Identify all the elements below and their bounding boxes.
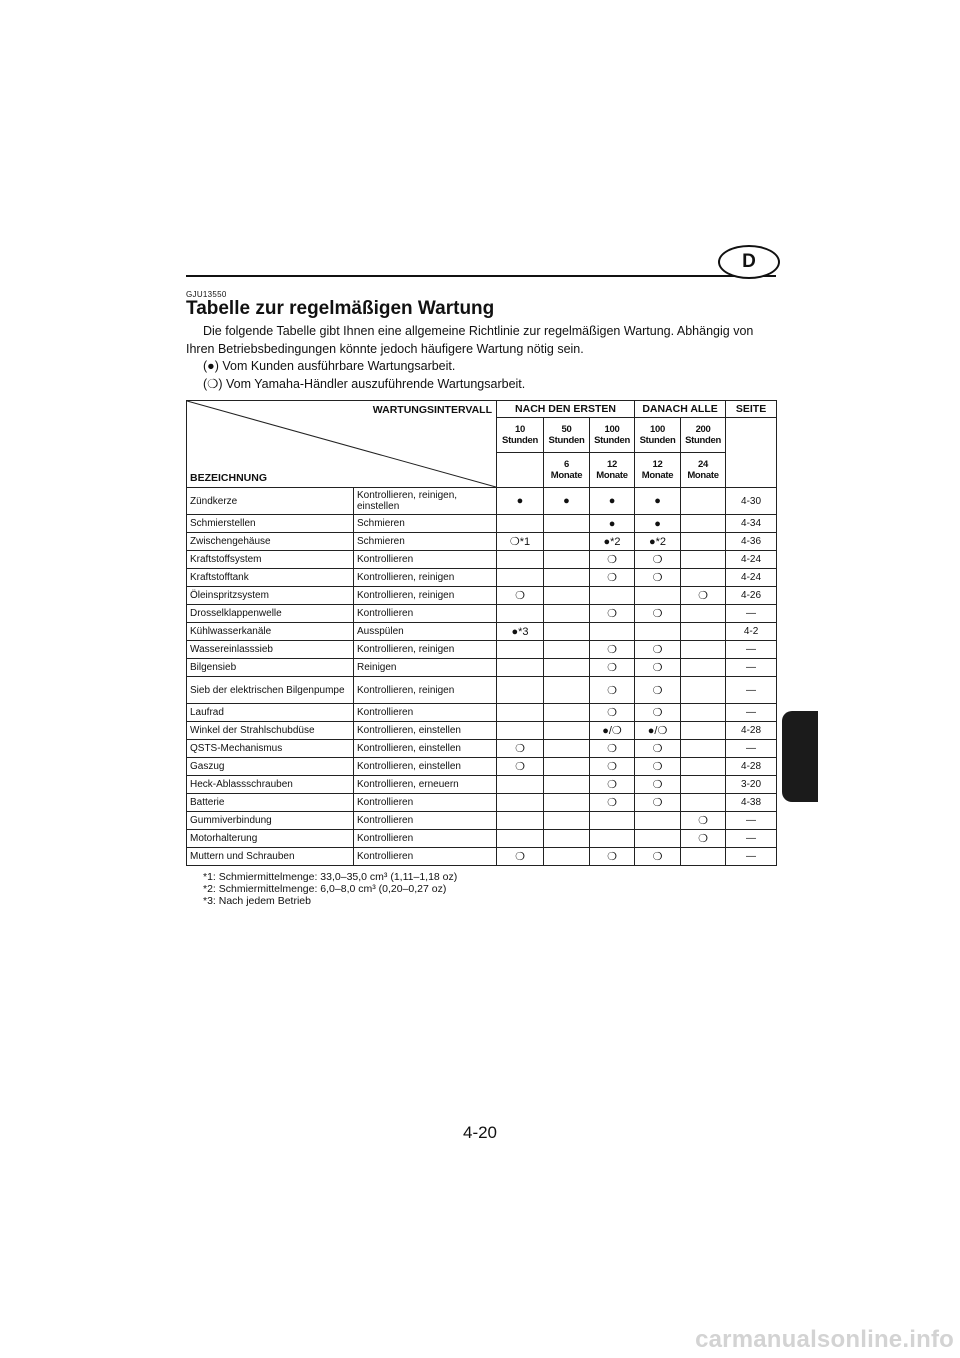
interval-mark bbox=[544, 533, 590, 551]
page-title: Tabelle zur regelmäßigen Wartung bbox=[186, 298, 495, 319]
table-row bbox=[187, 677, 777, 704]
months-cell: 12 Monate bbox=[635, 453, 681, 488]
page-ref: — bbox=[726, 812, 777, 830]
table-row bbox=[187, 758, 777, 776]
interval-mark bbox=[544, 794, 590, 812]
item-name: Kraftstoffsystem bbox=[187, 551, 354, 569]
page-number: 4-20 bbox=[462, 1123, 498, 1142]
item-action: Kontrollieren bbox=[354, 704, 497, 722]
interval-mark: ●/❍ bbox=[635, 722, 681, 740]
table-row bbox=[187, 704, 777, 722]
interval-mark bbox=[681, 704, 726, 722]
interval-mark bbox=[590, 587, 635, 605]
table-row bbox=[187, 848, 777, 866]
page-ref: — bbox=[726, 740, 777, 758]
item-name: Bilgensieb bbox=[187, 659, 354, 677]
interval-mark bbox=[544, 812, 590, 830]
interval-mark: ● bbox=[590, 515, 635, 533]
item-action: Kontrollieren, reinigen bbox=[354, 677, 497, 704]
interval-mark: ❍ bbox=[590, 605, 635, 623]
then-heading: DANACH ALLE bbox=[635, 401, 726, 418]
footnotes bbox=[203, 871, 457, 907]
page-ref: 4-24 bbox=[726, 551, 777, 569]
item-action: Kontrollieren, erneuern bbox=[354, 776, 497, 794]
item-name: Wassereinlasssieb bbox=[187, 641, 354, 659]
interval-mark bbox=[681, 551, 726, 569]
interval-mark bbox=[590, 623, 635, 641]
interval-mark bbox=[497, 605, 544, 623]
item-action: Kontrollieren bbox=[354, 551, 497, 569]
interval-mark: ● bbox=[590, 488, 635, 515]
interval-mark: ❍ bbox=[497, 758, 544, 776]
table-row bbox=[187, 605, 777, 623]
interval-mark bbox=[544, 704, 590, 722]
language-badge: D bbox=[718, 245, 780, 279]
interval-mark bbox=[497, 812, 544, 830]
maintenance-table bbox=[186, 400, 777, 866]
table-row bbox=[187, 812, 777, 830]
interval-mark bbox=[681, 659, 726, 677]
page-ref: — bbox=[726, 659, 777, 677]
interval-mark: ❍ bbox=[497, 740, 544, 758]
interval-mark: ●*2 bbox=[635, 533, 681, 551]
item-name: Muttern und Schrauben bbox=[187, 848, 354, 866]
interval-mark bbox=[497, 569, 544, 587]
chapter-tab bbox=[782, 711, 818, 802]
page-ref: 4-26 bbox=[726, 587, 777, 605]
interval-mark: ❍ bbox=[681, 812, 726, 830]
interval-mark: ❍ bbox=[635, 659, 681, 677]
item-action: Kontrollieren, einstellen bbox=[354, 722, 497, 740]
table-row bbox=[187, 659, 777, 677]
interval-mark: ❍ bbox=[590, 551, 635, 569]
interval-mark bbox=[544, 758, 590, 776]
interval-mark: ❍ bbox=[590, 848, 635, 866]
item-name: Batterie bbox=[187, 794, 354, 812]
hours-cell: 200 Stunden bbox=[681, 418, 726, 453]
header-diagonal-cell bbox=[187, 401, 497, 488]
page-ref: 4-34 bbox=[726, 515, 777, 533]
interval-mark bbox=[681, 776, 726, 794]
page-ref: 4-36 bbox=[726, 533, 777, 551]
item-name: QSTS-Mechanismus bbox=[187, 740, 354, 758]
interval-mark: ❍ bbox=[590, 776, 635, 794]
item-name: Winkel der Strahlschubdüse bbox=[187, 722, 354, 740]
interval-mark bbox=[681, 569, 726, 587]
interval-mark: ❍ bbox=[590, 740, 635, 758]
interval-mark bbox=[497, 515, 544, 533]
interval-mark: ❍ bbox=[590, 641, 635, 659]
interval-mark: ❍ bbox=[590, 794, 635, 812]
page-ref: — bbox=[726, 641, 777, 659]
interval-mark: ❍ bbox=[590, 758, 635, 776]
interval-mark bbox=[681, 740, 726, 758]
interval-mark: ● bbox=[544, 488, 590, 515]
interval-mark bbox=[681, 623, 726, 641]
interval-mark: ❍ bbox=[635, 551, 681, 569]
item-name: Motorhalterung bbox=[187, 830, 354, 848]
interval-mark bbox=[590, 812, 635, 830]
interval-mark bbox=[544, 569, 590, 587]
interval-mark bbox=[544, 551, 590, 569]
interval-mark: ❍ bbox=[590, 677, 635, 704]
interval-mark: ❍ bbox=[635, 641, 681, 659]
interval-mark: ❍ bbox=[681, 830, 726, 848]
intro-body: Die folgende Tabelle gibt Ihnen eine allgemeine Richtlinie zur regelmäßigen Wartung. Abhängig von Ihren Betriebsbedingungen könnte jedoch häufigere Wartung nötig sein. bbox=[186, 324, 754, 356]
item-heading: BEZEICHNUNG bbox=[190, 472, 268, 484]
interval-mark: ● bbox=[497, 488, 544, 515]
interval-mark: ❍ bbox=[635, 569, 681, 587]
interval-mark: ❍ bbox=[635, 848, 681, 866]
interval-mark: ❍ bbox=[635, 776, 681, 794]
table-row bbox=[187, 794, 777, 812]
item-action: Kontrollieren, einstellen bbox=[354, 740, 497, 758]
interval-mark bbox=[497, 704, 544, 722]
table-row bbox=[187, 569, 777, 587]
interval-mark bbox=[681, 794, 726, 812]
interval-mark bbox=[497, 677, 544, 704]
interval-mark: ● bbox=[635, 488, 681, 515]
page-heading: SEITE bbox=[726, 401, 777, 418]
interval-mark bbox=[497, 659, 544, 677]
page-ref: 4-2 bbox=[726, 623, 777, 641]
interval-mark: ❍ bbox=[590, 569, 635, 587]
interval-mark bbox=[681, 848, 726, 866]
item-action: Kontrollieren, reinigen bbox=[354, 587, 497, 605]
interval-mark bbox=[544, 740, 590, 758]
item-action: Schmieren bbox=[354, 515, 497, 533]
interval-heading: WARTUNGSINTERVALL bbox=[372, 404, 492, 416]
interval-mark bbox=[681, 677, 726, 704]
table-row bbox=[187, 533, 777, 551]
item-name: Kühlwasserkanäle bbox=[187, 623, 354, 641]
interval-mark bbox=[544, 776, 590, 794]
page-ref: 4-28 bbox=[726, 758, 777, 776]
interval-mark bbox=[681, 641, 726, 659]
interval-mark bbox=[635, 812, 681, 830]
hours-cell: 10 Stunden bbox=[497, 418, 544, 453]
item-action: Kontrollieren, reinigen, einstellen bbox=[354, 488, 497, 515]
page-ref: — bbox=[726, 848, 777, 866]
interval-mark bbox=[681, 758, 726, 776]
interval-mark: ❍ bbox=[497, 587, 544, 605]
hours-cell: 50 Stunden bbox=[544, 418, 590, 453]
item-action: Kontrollieren bbox=[354, 812, 497, 830]
page-ref: 4-30 bbox=[726, 488, 777, 515]
interval-mark: ●*3 bbox=[497, 623, 544, 641]
table-row bbox=[187, 722, 777, 740]
item-name: Sieb der elektrischen Bilgenpumpe bbox=[187, 677, 354, 704]
item-name: Öleinspritzsystem bbox=[187, 587, 354, 605]
months-cell: 12 Monate bbox=[590, 453, 635, 488]
watermark: carmanualsonline.info bbox=[695, 1326, 954, 1353]
page-ref: — bbox=[726, 830, 777, 848]
interval-mark: ❍ bbox=[635, 758, 681, 776]
interval-mark bbox=[544, 587, 590, 605]
interval-mark bbox=[497, 722, 544, 740]
item-action: Kontrollieren, reinigen bbox=[354, 569, 497, 587]
page-ref: — bbox=[726, 677, 777, 704]
table-row bbox=[187, 641, 777, 659]
table-row bbox=[187, 587, 777, 605]
interval-mark bbox=[544, 641, 590, 659]
item-action: Kontrollieren bbox=[354, 794, 497, 812]
table-row bbox=[187, 488, 777, 515]
item-action: Kontrollieren, einstellen bbox=[354, 758, 497, 776]
interval-mark bbox=[497, 776, 544, 794]
page-ref: 4-24 bbox=[726, 569, 777, 587]
months-cell: 24 Monate bbox=[681, 453, 726, 488]
interval-mark bbox=[497, 794, 544, 812]
interval-mark bbox=[635, 587, 681, 605]
footnote: *1: Schmiermittelmenge: 33,0–35,0 cm³ (1,11–1,18 oz) bbox=[203, 871, 458, 883]
table-row bbox=[187, 830, 777, 848]
interval-mark bbox=[544, 722, 590, 740]
section-code: GJU13550 bbox=[186, 290, 227, 299]
interval-mark: ❍ bbox=[590, 704, 635, 722]
header-rule bbox=[186, 275, 776, 277]
interval-mark: ❍ bbox=[681, 587, 726, 605]
interval-mark bbox=[544, 677, 590, 704]
table-row bbox=[187, 623, 777, 641]
page-header-filler bbox=[726, 418, 777, 488]
page-ref: 3-20 bbox=[726, 776, 777, 794]
item-name: Gummiverbindung bbox=[187, 812, 354, 830]
item-name: Laufrad bbox=[187, 704, 354, 722]
interval-mark bbox=[635, 623, 681, 641]
interval-mark bbox=[497, 830, 544, 848]
interval-mark: ❍ bbox=[635, 794, 681, 812]
table-row bbox=[187, 740, 777, 758]
interval-mark bbox=[635, 830, 681, 848]
interval-mark bbox=[590, 830, 635, 848]
item-action: Kontrollieren, reinigen bbox=[354, 641, 497, 659]
interval-mark bbox=[681, 722, 726, 740]
months-cell: 6 Monate bbox=[544, 453, 590, 488]
interval-mark: ❍ bbox=[497, 848, 544, 866]
item-name: Zündkerze bbox=[187, 488, 354, 515]
page-ref: 4-28 bbox=[726, 722, 777, 740]
item-name: Kraftstofftank bbox=[187, 569, 354, 587]
item-action: Kontrollieren bbox=[354, 830, 497, 848]
interval-mark: ●*2 bbox=[590, 533, 635, 551]
interval-mark bbox=[681, 533, 726, 551]
interval-mark bbox=[681, 605, 726, 623]
item-action: Reinigen bbox=[354, 659, 497, 677]
interval-mark bbox=[544, 659, 590, 677]
interval-mark: ●/❍ bbox=[590, 722, 635, 740]
table-row bbox=[187, 776, 777, 794]
interval-mark bbox=[544, 848, 590, 866]
item-action: Kontrollieren bbox=[354, 848, 497, 866]
hours-cell: 100 Stunden bbox=[635, 418, 681, 453]
item-name: Gaszug bbox=[187, 758, 354, 776]
interval-mark: ❍ bbox=[635, 605, 681, 623]
legend-customer: (●) Vom Kunden ausführbare Wartungsarbeit. bbox=[203, 359, 456, 373]
interval-mark bbox=[681, 488, 726, 515]
item-name: Heck-Ablassschrauben bbox=[187, 776, 354, 794]
interval-mark bbox=[497, 551, 544, 569]
interval-mark: ❍*1 bbox=[497, 533, 544, 551]
page-ref: — bbox=[726, 605, 777, 623]
interval-mark: ❍ bbox=[590, 659, 635, 677]
interval-mark bbox=[544, 623, 590, 641]
interval-mark bbox=[544, 830, 590, 848]
interval-mark: ● bbox=[635, 515, 681, 533]
page-ref: — bbox=[726, 704, 777, 722]
item-name: Zwischengehäuse bbox=[187, 533, 354, 551]
legend-dealer: (❍) Vom Yamaha-Händler auszuführende Wartungsarbeit. bbox=[203, 377, 526, 391]
hours-cell: 100 Stunden bbox=[590, 418, 635, 453]
first-heading: NACH DEN ERSTEN bbox=[497, 401, 635, 418]
footnote: *2: Schmiermittelmenge: 6,0–8,0 cm³ (0,20–0,27 oz) bbox=[203, 883, 447, 895]
interval-mark bbox=[681, 515, 726, 533]
interval-mark bbox=[497, 641, 544, 659]
interval-mark: ❍ bbox=[635, 677, 681, 704]
item-action: Kontrollieren bbox=[354, 605, 497, 623]
page-ref: 4-38 bbox=[726, 794, 777, 812]
footnote: *3: Nach jedem Betrieb bbox=[203, 895, 311, 907]
interval-mark: ❍ bbox=[635, 704, 681, 722]
interval-mark bbox=[544, 515, 590, 533]
interval-mark bbox=[544, 605, 590, 623]
table-row bbox=[187, 551, 777, 569]
item-name: Drosselklappenwelle bbox=[187, 605, 354, 623]
item-name: Schmierstellen bbox=[187, 515, 354, 533]
item-action: Ausspülen bbox=[354, 623, 497, 641]
item-action: Schmieren bbox=[354, 533, 497, 551]
table-row bbox=[187, 515, 777, 533]
intro-text bbox=[186, 322, 780, 358]
interval-mark: ❍ bbox=[635, 740, 681, 758]
months-cell bbox=[497, 453, 544, 488]
